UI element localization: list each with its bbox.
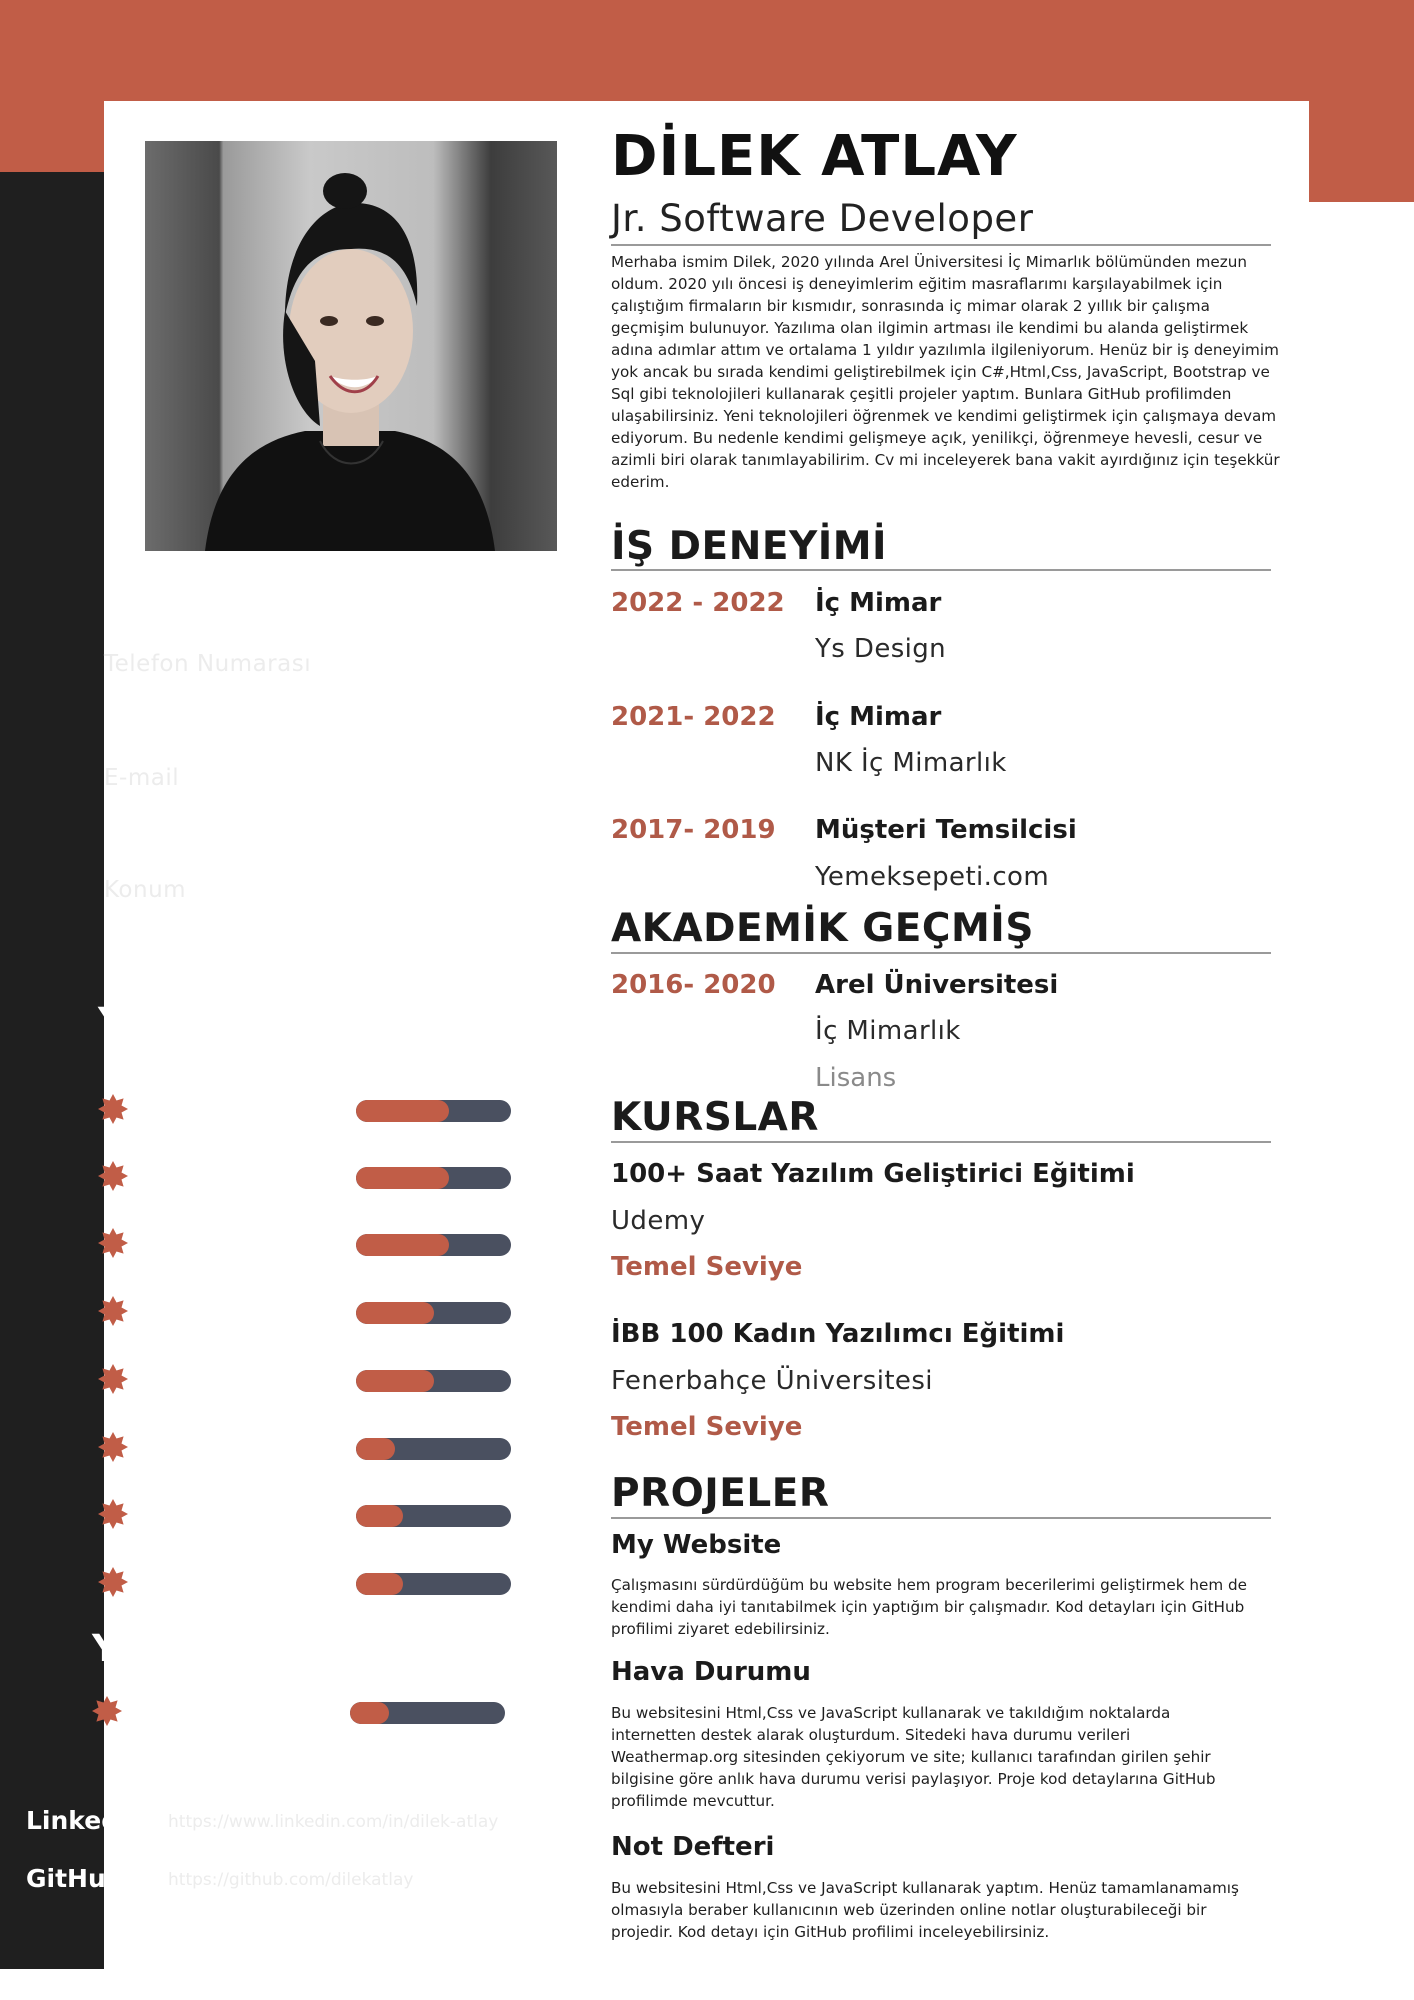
education-department: İç Mimarlık [815,1016,961,1046]
skill-name: HTML [149,1159,233,1189]
skill-level-bar [356,1302,511,1324]
skill-name: React [149,1430,234,1460]
star-bullet-icon [98,1432,128,1462]
languages-heading: YABANCI DİL [92,1627,365,1670]
education-date: 2016- 2020 [611,970,776,1000]
star-bullet-icon [98,1094,128,1124]
experience-org: NK İç Mimarlık [815,748,1007,778]
language-level-fill [350,1702,389,1724]
skill-name: C# [149,1092,191,1122]
skill-name: Bootstrap [149,1362,297,1392]
experience-role: İç Mimar [815,588,942,618]
divider [611,952,1271,954]
profile-photo [145,141,557,551]
skill-item [98,1292,518,1332]
star-bullet-icon [98,1364,128,1394]
skill-level-fill [356,1438,395,1460]
skill-item [98,1090,518,1130]
project-title: My Website [611,1530,782,1560]
course-level: Temel Seviye [611,1412,803,1442]
skill-name: CSS [149,1226,206,1256]
skill-item [98,1360,518,1400]
star-bullet-icon [98,1567,128,1597]
education-school: Arel Üniversitesi [815,970,1059,1000]
skill-level-fill [356,1302,434,1324]
linkedin-link[interactable]: https://www.linkedin.com/in/dilek-atlay [168,1812,499,1832]
skill-level-bar [356,1167,511,1189]
skills-heading: YETKİNLİKLER [98,1000,405,1043]
experience-date: 2021- 2022 [611,702,776,732]
course-title: İBB 100 Kadın Yazılımcı Eğitimi [611,1319,1065,1349]
skill-level-fill [356,1100,449,1122]
skill-item [98,1495,518,1535]
about-text: Merhaba ismim Dilek, 2020 yılında Arel Üniversitesi İç Mimarlık bölümünden mezun oldum. 2020 yılı öncesi iş deneyimlerim eğitim masraflarımı karşılayabilmek için çalıştığım firmaların bir kısmıdır, sonrasında iç mimar olarak 2 yıllık bir çalışma geçmişim bulunuyor. Yazılıma olan ilgimin artması ile kendimi bu alanda geliştirmek adına adımlar attım ve ortalama 1 yıldır yazılımla ilgileniyorum. Henüz bir iş deneyimim yok ancak bu sırada kendimi geliştirebilmek için C#,Html,Css, JavaScript, Bootstrap ve Sql gibi teknolojileri kullanarak çeşitli projeler yaptım. Bunlara GitHub profilimden ulaşabilirsiniz. Yeni teknolojileri öğrenmek ve kendimi geliştirmek için çalışmaya devam ediyorum. Bu nedenle kendimi gelişmeye açık, yenilikçi, öğrenmeye hevesli, cesur ve azimli biri olarak tanımlayabilirim. Cv mi inceleyerek bana vakit ayırdığınız için teşekkür ederim. [611,253,1280,491]
skill-item [98,1157,518,1197]
github-link[interactable]: https://github.com/dilekatlay [168,1870,414,1890]
star-bullet-icon [98,1228,128,1258]
skill-level-bar [356,1505,511,1527]
job-title: Jr. Software Developer [611,197,1034,240]
experience-date: 2017- 2019 [611,815,776,845]
courses-heading: KURSLAR [611,1095,819,1140]
experience-org: Ys Design [815,634,947,664]
location-label: Konum [104,877,187,903]
course-title: 100+ Saat Yazılım Geliştirici Eğitimi [611,1159,1135,1189]
location-value: Sultanbeyli/İstanbul [104,919,407,949]
experience-heading: İŞ DENEYİMİ [611,524,888,569]
divider [611,1517,1271,1519]
skill-level-bar [356,1573,511,1595]
linkedin-label: LinkedIn: [26,1806,157,1835]
project-title: Hava Durumu [611,1657,811,1687]
skill-level-fill [356,1573,403,1595]
education-heading: AKADEMİK GEÇMİŞ [611,906,1034,951]
project-description: Bu websitesini Html,Css ve JavaScript kullanarak yaptım. Henüz tamamlanamamış olmasıyla beraber kullanıcının web üzerinden online notlar oluşturabileceği bir projedir. Kod detayı için GitHub profilimi inceleyebilirsiniz. [611,1879,1239,1941]
skill-name: Java Script [149,1294,310,1324]
skill-item [98,1428,518,1468]
star-bullet-icon [98,1161,128,1191]
phone-label: Telefon Numarası [104,651,312,677]
divider [611,1141,1271,1143]
experience-date: 2022 - 2022 [611,588,785,618]
project-description: Çalışmasını sürdürdüğüm bu website hem program becerilerimi geliştirmek hem de kendimi daha iyi tanıtabilmek için yaptığım bir çalışmadır. Kod detayları için GitHub profilimi ziyaret edebilirsiniz. [611,1576,1247,1638]
project-description: Bu websitesini Html,Css ve JavaScript kullanarak ve takıldığım noktalarda internetten destek alarak oluşturdum. Sitedeki hava durumu verileri Weathermap.org sitesinden çekiyorum ve site; kullanıcı tarafından girilen şehir bilgisine göre anlık hava durumu verisi paylaşıyor. Proje kod detaylarına GitHub profilimde mevcuttur. [611,1704,1216,1810]
skill-level-bar [356,1438,511,1460]
skill-item [98,1224,518,1264]
skill-level-bar [356,1100,511,1122]
skill-item [98,1563,518,1603]
github-label: GitHub: [26,1864,134,1893]
right-accent-tab [1309,172,1414,202]
project-title: Not Defteri [611,1832,775,1862]
skill-level-fill [356,1167,449,1189]
course-org: Fenerbahçe Üniversitesi [611,1366,933,1396]
divider [611,244,1271,246]
contact-heading: İLETİŞİM BİLGİLERİ [104,590,515,633]
skill-name: Ms Sql [149,1565,248,1595]
language-level-bar [350,1702,505,1724]
skill-name: My Sql [149,1497,249,1527]
skill-level-fill [356,1234,449,1256]
experience-org: Yemeksepeti.com [815,862,1050,892]
skill-level-fill [356,1505,403,1527]
email-label: E-mail [104,765,180,791]
skill-level-bar [356,1234,511,1256]
divider [611,569,1271,571]
skill-level-fill [356,1370,434,1392]
course-level: Temel Seviye [611,1252,803,1282]
experience-role: Müşteri Temsilcisi [815,815,1077,845]
star-bullet-icon [98,1499,128,1529]
email-value: dilekkonca@outlook.com [104,805,478,835]
course-org: Udemy [611,1206,706,1236]
star-bullet-icon [98,1296,128,1326]
language-name: İngilizce [143,1694,268,1724]
education-degree: Lisans [815,1063,897,1093]
star-bullet-icon [92,1696,122,1726]
experience-role: İç Mimar [815,702,942,732]
skill-level-bar [356,1370,511,1392]
person-name: DİLEK ATLAY [611,124,1018,189]
language-item [92,1692,512,1732]
phone-value: +90 534 877 73 87 [104,689,386,719]
projects-heading: PROJELER [611,1471,830,1516]
